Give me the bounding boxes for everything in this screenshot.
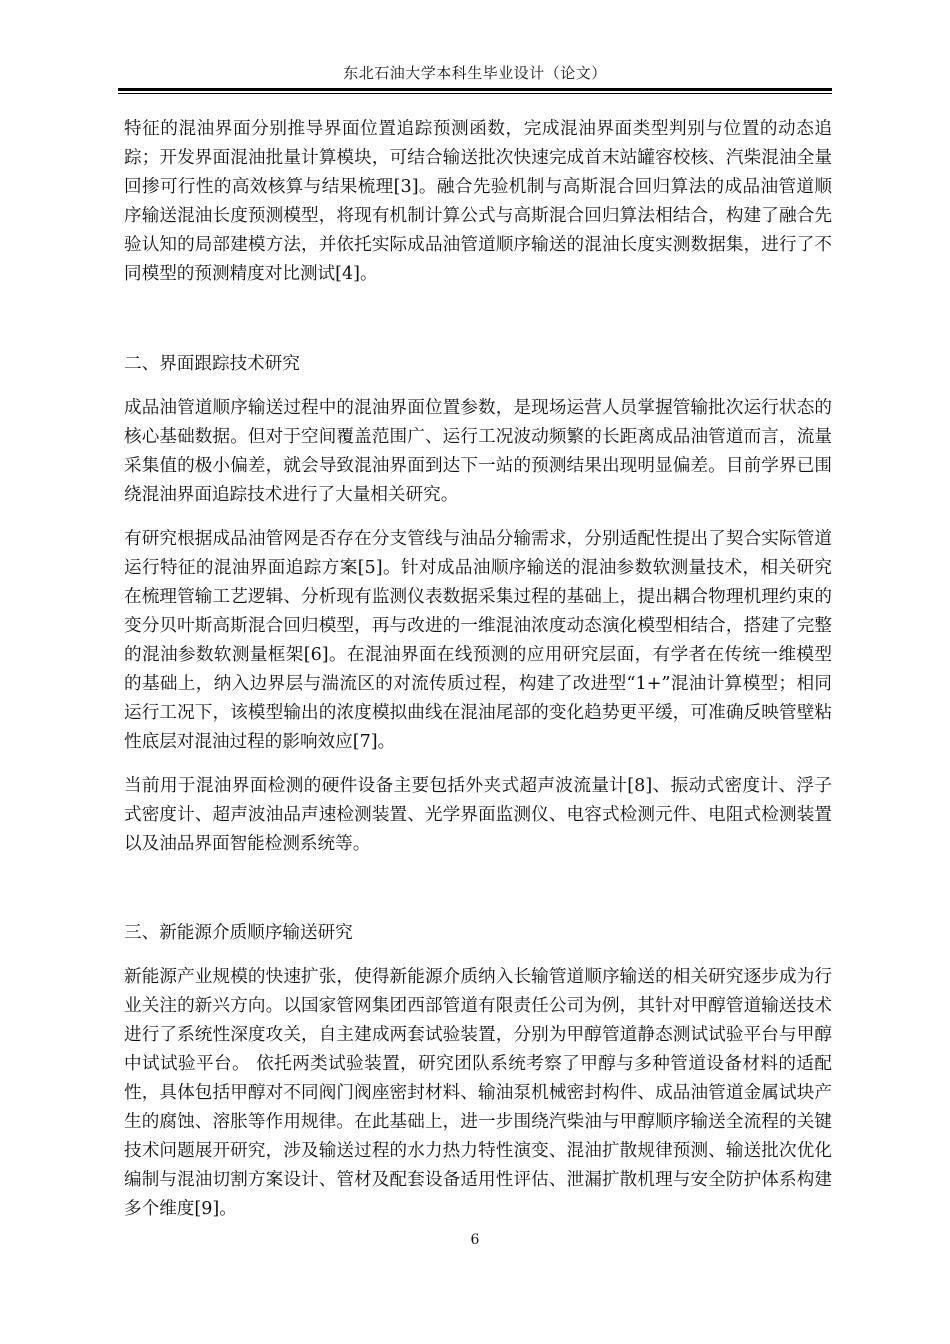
header-rule-thin [118, 93, 832, 94]
section-heading: 二、界面跟踪技术研究 [124, 354, 300, 374]
body-paragraph: 成品油管道顺序输送过程中的混油界面位置参数，是现场运营人员掌握管输批次运行状态的核心基础数据。但对于空间覆盖范围广、运行工况波动频繁的长距离成品油管道而言，流量采集值的极小偏差，就会导致混油界面到达下一站的预测结果出现明显偏差。目前学界已围绕混油界面追踪技术进行了大量相关研究。 [124, 398, 832, 505]
running-header: 东北石油大学本科生毕业设计（论文） [343, 64, 607, 82]
page-number: 6 [470, 1232, 480, 1248]
document-body [124, 101, 832, 1224]
body-paragraph: 新能源产业规模的快速扩张，使得新能源介质纳入长输管道顺序输送的相关研究逐步成为行业关注的新兴方向。以国家管网集团西部管道有限责任公司为例，其针对甲醇管道输送技术进行了系统性深度攻关，自主建成两套试验装置，分别为甲醇管道静态测试试验平台与甲醇中试试验平台。 依托两类试验装置，研究团队系统考察了甲醇与多种管道设备材料的适配性，具体包括甲醇对不同阀门阀座密封材料、输油泵机械密封构件、成品油管道金属试块产生的腐蚀、溶胀等作用规律。在此基础上，进一步围绕汽柴油与甲醇顺序输送全流程的关键技术问题展开研究，涉及输送过程的水力热力特性演变、混油扩散规律预测、输送批次优化编制与混油切割方案设计、管材及配套设备适用性评估、泄漏扩散机理与安全防护体系构建多个维度[9]。 [124, 967, 832, 1219]
header-rule-thick [118, 88, 832, 91]
body-paragraph: 有研究根据成品油管网是否存在分支管线与油品分输需求，分别适配性提出了契合实际管道运行特征的混油界面追踪方案[5]。针对成品油顺序输送的混油参数软测量技术，相关研究在梳理管输工艺逻辑、分析现有监测仪表数据采集过程的基础上，提出耦合物理机理约束的变分贝叶斯高斯混合回归模型，再与改进的一维混油浓度动态演化模型相结合，搭建了完整的混油参数软测量框架[6]。在混油界面在线预测的应用研究层面，有学者在传统一维模型的基础上，纳入边界层与湍流区的对流传质过程，构建了改进型“1+”混油计算模型；相同运行工况下，该模型输出的浓度模拟曲线在混油尾部的变化趋势更平缓，可准确反映管壁粘性底层对混油过程的影响效应[7]。 [124, 529, 832, 752]
section-heading: 三、新能源介质顺序输送研究 [124, 923, 353, 943]
body-paragraph: 当前用于混油界面检测的硬件设备主要包括外夹式超声波流量计[8]、振动式密度计、浮子式密度计、超声波油品声速检测装置、光学界面监测仪、电容式检测元件、电阻式检测装置以及油品界面智能检测系统等。 [124, 776, 832, 854]
body-paragraph: 特征的混油界面分别推导界面位置追踪预测函数，完成混油界面类型判别与位置的动态追踪；开发界面混油批量计算模块，可结合输送批次快速完成首末站罐容校核、汽柴混油全量回掺可行性的高效核算与结果梳理[3]。融合先验机制与高斯混合回归算法的成品油管道顺序输送混油长度预测模型，将现有机制计算公式与高斯混合回归算法相结合，构建了融合先验认知的局部建模方法，并依托实际成品油管道顺序输送的混油长度实测数据集，进行了不同模型的预测精度对比测试[4]。 [124, 119, 832, 284]
